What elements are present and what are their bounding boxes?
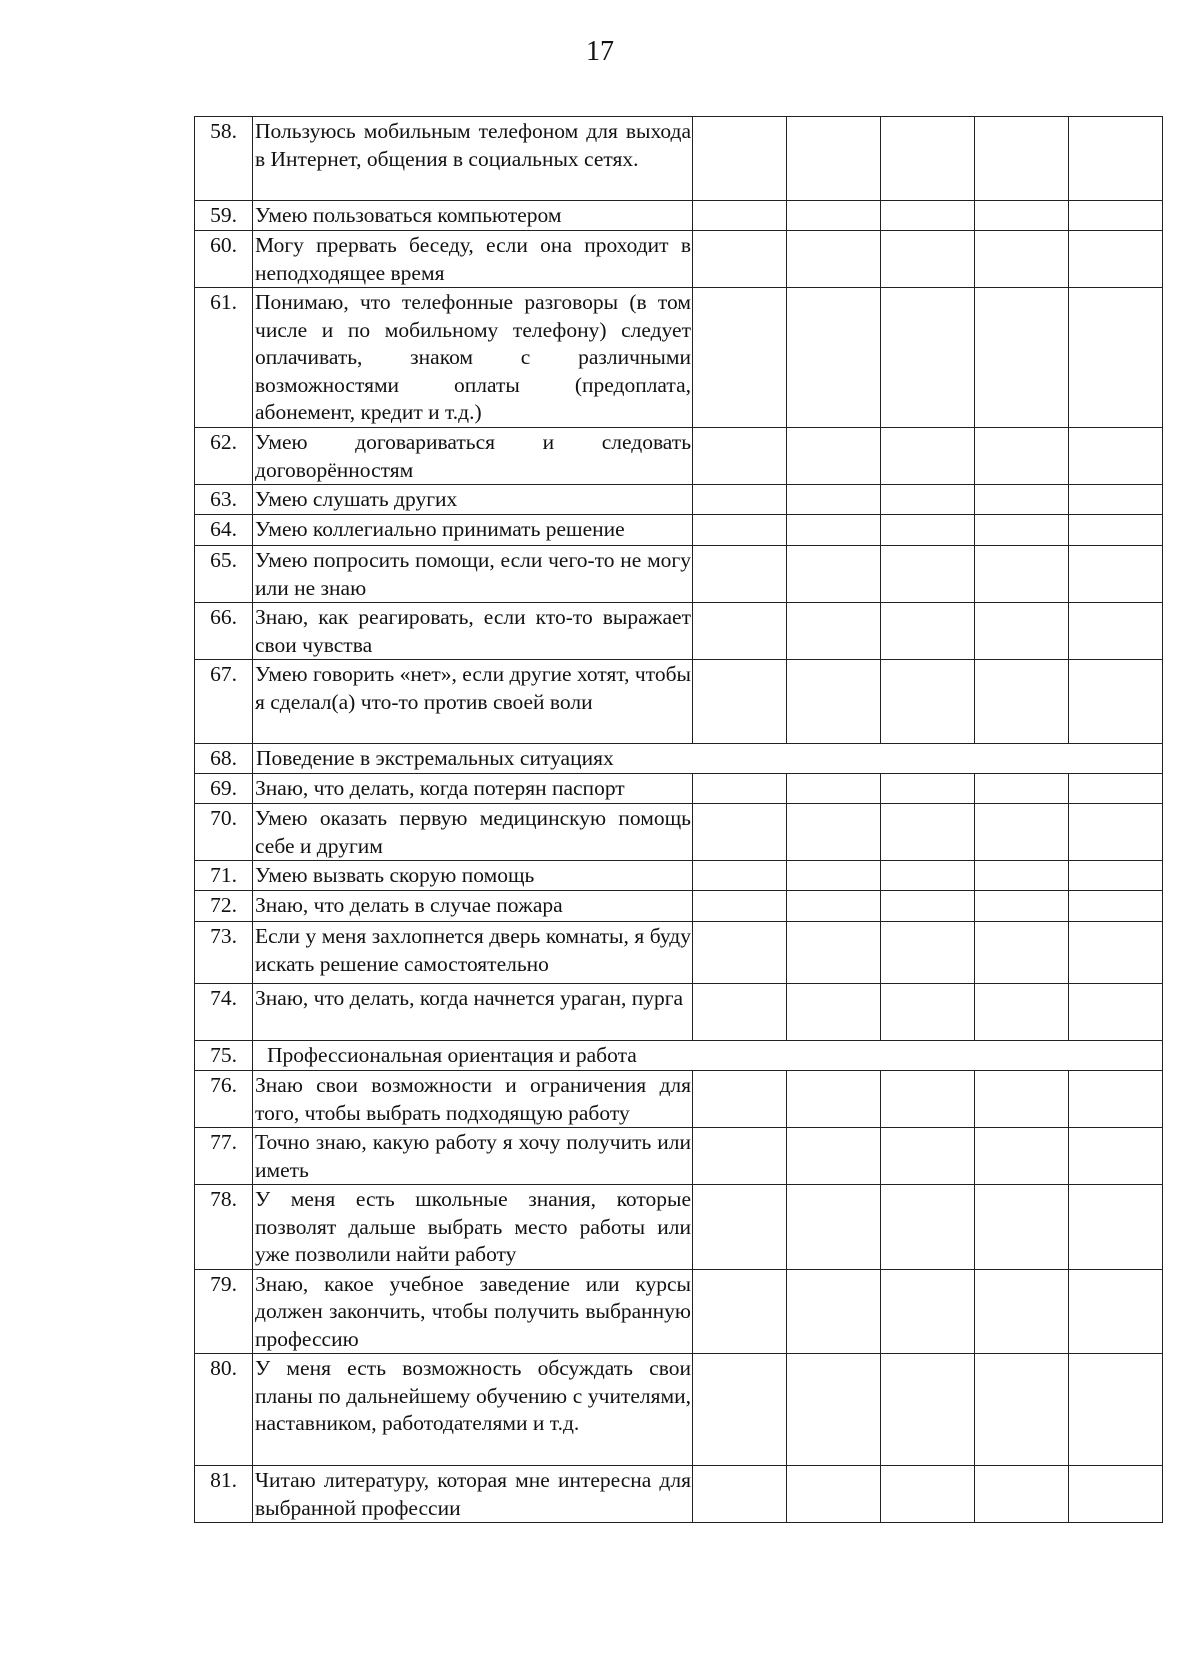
answer-cell[interactable]	[787, 546, 881, 603]
row-number: 80.	[195, 1354, 253, 1466]
section-heading: Профессиональная ориентация и работа	[253, 1041, 1163, 1071]
row-number: 69.	[195, 774, 253, 804]
table-row	[195, 428, 1163, 485]
row-number: 58.	[195, 117, 253, 201]
answer-cell[interactable]	[693, 288, 787, 428]
table-row	[195, 117, 1163, 201]
row-number: 76.	[195, 1071, 253, 1128]
row-number: 65.	[195, 546, 253, 603]
answer-cell[interactable]	[693, 922, 787, 984]
answer-cell[interactable]	[975, 1128, 1069, 1185]
answer-cell[interactable]	[1069, 603, 1163, 660]
row-number: 61.	[195, 288, 253, 428]
answer-cell[interactable]	[975, 515, 1069, 546]
answer-cell[interactable]	[693, 774, 787, 804]
answer-cell[interactable]	[1069, 288, 1163, 428]
answer-cell[interactable]	[693, 861, 787, 891]
answer-cell[interactable]	[881, 515, 975, 546]
table-row	[195, 660, 1163, 744]
table-row	[195, 1269, 1163, 1354]
statement-text: Если у меня захлопнется дверь комнаты, я буду искать решение самостоятельно	[253, 922, 693, 984]
answer-cell[interactable]	[787, 1071, 881, 1128]
table-row	[195, 201, 1163, 231]
statement-text: Знаю, какое учебное заведение или курсы должен закончить, чтобы получить выбранную профессию	[253, 1269, 693, 1354]
answer-cell[interactable]	[881, 804, 975, 861]
table-row	[195, 804, 1163, 861]
answer-cell[interactable]	[693, 485, 787, 515]
answer-cell[interactable]	[787, 1128, 881, 1185]
answer-cell[interactable]	[881, 984, 975, 1041]
answer-cell[interactable]	[881, 201, 975, 231]
answer-cell[interactable]	[693, 603, 787, 660]
statement-text: Понимаю, что телефонные разговоры (в том числе и по мобильному телефону) следует оплачивать, знаком с различными возможностями оплаты (предоплата, абонемент, кредит и т.д.)	[253, 288, 693, 428]
answer-cell[interactable]	[881, 1185, 975, 1270]
row-number: 78.	[195, 1185, 253, 1270]
answer-cell[interactable]	[1069, 1354, 1163, 1466]
answer-cell[interactable]	[975, 288, 1069, 428]
answer-cell[interactable]	[693, 515, 787, 546]
answer-cell[interactable]	[787, 428, 881, 485]
answer-cell[interactable]	[787, 660, 881, 744]
answer-cell[interactable]	[787, 861, 881, 891]
table-row	[195, 485, 1163, 515]
answer-cell[interactable]	[881, 774, 975, 804]
answer-cell[interactable]	[693, 660, 787, 744]
answer-cell[interactable]	[881, 603, 975, 660]
section-row	[195, 1041, 1163, 1071]
survey-table	[194, 116, 1163, 1523]
answer-cell[interactable]	[787, 515, 881, 546]
answer-cell[interactable]	[1069, 660, 1163, 744]
row-number: 79.	[195, 1269, 253, 1354]
answer-cell[interactable]	[693, 1269, 787, 1354]
answer-cell[interactable]	[881, 922, 975, 984]
row-number: 64.	[195, 515, 253, 546]
table-row	[195, 891, 1163, 922]
answer-cell[interactable]	[975, 861, 1069, 891]
statement-text: Читаю литературу, которая мне интересна для выбранной профессии	[253, 1466, 693, 1523]
answer-cell[interactable]	[881, 1128, 975, 1185]
statement-text: Знаю свои возможности и ограничения для того, чтобы выбрать подходящую работу	[253, 1071, 693, 1128]
answer-cell[interactable]	[787, 984, 881, 1041]
answer-cell[interactable]	[1069, 428, 1163, 485]
row-number: 70.	[195, 804, 253, 861]
table-row	[195, 1071, 1163, 1128]
row-number: 63.	[195, 485, 253, 515]
answer-cell[interactable]	[1069, 922, 1163, 984]
answer-cell[interactable]	[975, 1354, 1069, 1466]
answer-cell[interactable]	[787, 804, 881, 861]
row-number: 62.	[195, 428, 253, 485]
answer-cell[interactable]	[1069, 485, 1163, 515]
answer-cell[interactable]	[693, 804, 787, 861]
answer-cell[interactable]	[881, 428, 975, 485]
row-number: 77.	[195, 1128, 253, 1185]
answer-cell[interactable]	[975, 546, 1069, 603]
table-row	[195, 1185, 1163, 1270]
answer-cell[interactable]	[975, 1071, 1069, 1128]
answer-cell[interactable]	[881, 1466, 975, 1523]
answer-cell[interactable]	[975, 231, 1069, 288]
answer-cell[interactable]	[787, 201, 881, 231]
row-number: 75.	[195, 1041, 253, 1071]
table-row	[195, 774, 1163, 804]
statement-text: У меня есть школьные знания, которые позволят дальше выбрать место работы или уже позволили найти работу	[253, 1185, 693, 1270]
answer-cell[interactable]	[881, 1354, 975, 1466]
row-number: 68.	[195, 744, 253, 774]
answer-cell[interactable]	[693, 984, 787, 1041]
answer-cell[interactable]	[975, 201, 1069, 231]
answer-cell[interactable]	[693, 1071, 787, 1128]
table-row	[195, 1354, 1163, 1466]
page-number: 17	[586, 36, 614, 67]
answer-cell[interactable]	[787, 117, 881, 201]
row-number: 66.	[195, 603, 253, 660]
table-row	[195, 515, 1163, 546]
answer-cell[interactable]	[881, 861, 975, 891]
answer-cell[interactable]	[975, 603, 1069, 660]
answer-cell[interactable]	[881, 485, 975, 515]
answer-cell[interactable]	[881, 117, 975, 201]
section-heading: Поведение в экстремальных ситуациях	[253, 744, 1163, 774]
table-row	[195, 861, 1163, 891]
answer-cell[interactable]	[787, 288, 881, 428]
answer-cell[interactable]	[787, 1466, 881, 1523]
answer-cell[interactable]	[1069, 1185, 1163, 1270]
table-row	[195, 288, 1163, 428]
answer-cell[interactable]	[881, 891, 975, 922]
answer-cell[interactable]	[1069, 804, 1163, 861]
statement-text: Умею говорить «нет», если другие хотят, чтобы я сделал(а) что-то против своей воли	[253, 660, 693, 744]
answer-cell[interactable]	[1069, 515, 1163, 546]
answer-cell[interactable]	[693, 1128, 787, 1185]
answer-cell[interactable]	[975, 922, 1069, 984]
row-number: 71.	[195, 861, 253, 891]
answer-cell[interactable]	[1069, 1466, 1163, 1523]
table-row	[195, 546, 1163, 603]
answer-cell[interactable]	[693, 1185, 787, 1270]
statement-text: Умею коллегиально принимать решение	[253, 515, 693, 546]
answer-cell[interactable]	[787, 1354, 881, 1466]
answer-cell[interactable]	[1069, 231, 1163, 288]
statement-text: Умею попросить помощи, если чего-то не могу или не знаю	[253, 546, 693, 603]
statement-text: Знаю, как реагировать, если кто-то выражает свои чувства	[253, 603, 693, 660]
row-number: 72.	[195, 891, 253, 922]
answer-cell[interactable]	[787, 485, 881, 515]
answer-cell[interactable]	[1069, 984, 1163, 1041]
answer-cell[interactable]	[975, 485, 1069, 515]
answer-cell[interactable]	[693, 546, 787, 603]
answer-cell[interactable]	[1069, 1071, 1163, 1128]
answer-cell[interactable]	[975, 804, 1069, 861]
section-row	[195, 744, 1163, 774]
answer-cell[interactable]	[1069, 201, 1163, 231]
answer-cell[interactable]	[1069, 546, 1163, 603]
answer-cell[interactable]	[1069, 1269, 1163, 1354]
table-row	[195, 984, 1163, 1041]
answer-cell[interactable]	[787, 1269, 881, 1354]
answer-cell[interactable]	[693, 201, 787, 231]
answer-cell[interactable]	[975, 1185, 1069, 1270]
table-row	[195, 231, 1163, 288]
table-row	[195, 922, 1163, 984]
answer-cell[interactable]	[693, 117, 787, 201]
answer-cell[interactable]	[881, 546, 975, 603]
answer-cell[interactable]	[787, 231, 881, 288]
statement-text: У меня есть возможность обсуждать свои планы по дальнейшему обучению с учителями, наставником, работодателями и т.д.	[253, 1354, 693, 1466]
row-number: 67.	[195, 660, 253, 744]
answer-cell[interactable]	[693, 1466, 787, 1523]
survey-table-body	[195, 117, 1163, 1523]
answer-cell[interactable]	[881, 1269, 975, 1354]
row-number: 60.	[195, 231, 253, 288]
statement-text: Умею оказать первую медицинскую помощь себе и другим	[253, 804, 693, 861]
row-number: 59.	[195, 201, 253, 231]
answer-cell[interactable]	[975, 1466, 1069, 1523]
answer-cell[interactable]	[975, 428, 1069, 485]
answer-cell[interactable]	[693, 1354, 787, 1466]
answer-cell[interactable]	[881, 231, 975, 288]
answer-cell[interactable]	[975, 774, 1069, 804]
statement-text: Пользуюсь мобильным телефоном для выхода в Интернет, общения в социальных сетях.	[253, 117, 693, 201]
table-row	[195, 1466, 1163, 1523]
statement-text: Знаю, что делать в случае пожара	[253, 891, 693, 922]
statement-text: Точно знаю, какую работу я хочу получить или иметь	[253, 1128, 693, 1185]
answer-cell[interactable]	[881, 660, 975, 744]
answer-cell[interactable]	[787, 891, 881, 922]
answer-cell[interactable]	[1069, 891, 1163, 922]
answer-cell[interactable]	[1069, 117, 1163, 201]
answer-cell[interactable]	[975, 1269, 1069, 1354]
table-row	[195, 1128, 1163, 1185]
statement-text: Умею слушать других	[253, 485, 693, 515]
row-number: 73.	[195, 922, 253, 984]
table-row	[195, 603, 1163, 660]
answer-cell[interactable]	[881, 1071, 975, 1128]
answer-cell[interactable]	[693, 891, 787, 922]
answer-cell[interactable]	[787, 774, 881, 804]
answer-cell[interactable]	[975, 891, 1069, 922]
answer-cell[interactable]	[975, 660, 1069, 744]
answer-cell[interactable]	[1069, 861, 1163, 891]
answer-cell[interactable]	[1069, 1128, 1163, 1185]
statement-text: Могу прервать беседу, если она проходит в неподходящее время	[253, 231, 693, 288]
row-number: 81.	[195, 1466, 253, 1523]
answer-cell[interactable]	[693, 428, 787, 485]
answer-cell[interactable]	[693, 231, 787, 288]
statement-text: Умею вызвать скорую помощь	[253, 861, 693, 891]
statement-text: Умею пользоваться компьютером	[253, 201, 693, 231]
answer-cell[interactable]	[975, 117, 1069, 201]
answer-cell[interactable]	[1069, 774, 1163, 804]
answer-cell[interactable]	[975, 984, 1069, 1041]
answer-cell[interactable]	[787, 922, 881, 984]
row-number: 74.	[195, 984, 253, 1041]
answer-cell[interactable]	[787, 1185, 881, 1270]
answer-cell[interactable]	[787, 603, 881, 660]
statement-text: Знаю, что делать, когда начнется ураган, пурга	[253, 984, 693, 1041]
statement-text: Умею договариваться и следовать договорённостям	[253, 428, 693, 485]
answer-cell[interactable]	[881, 288, 975, 428]
statement-text: Знаю, что делать, когда потерян паспорт	[253, 774, 693, 804]
